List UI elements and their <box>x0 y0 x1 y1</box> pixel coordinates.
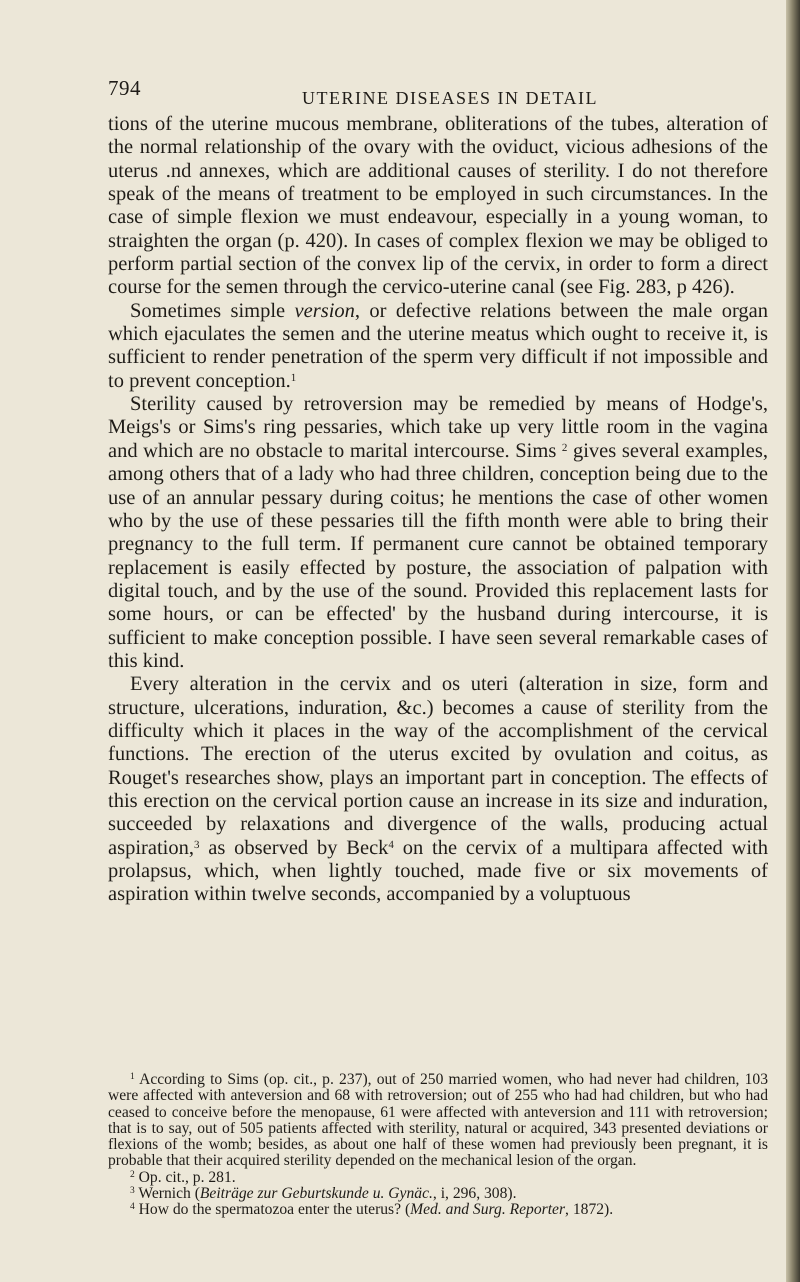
paragraph-2-text-a: Sometimes simple <box>130 299 295 322</box>
footnote-3 <box>108 1186 768 1202</box>
paragraph-2-italic-version: version <box>294 299 355 322</box>
paragraph-3-text-a: Sterility caused by retroversion may be remedied by means of Hodge's, Meigs's or Sims's ring pessaries, which take up very little room in the vagina and which are no obstacle to marital intercourse. Sims <box>108 393 768 462</box>
paragraph-3-text-b: gives several examples, among others that of a lady who had three children, conception being due to the use of an annular pessary during coitus; he mentions the case of other women who by the use of these pessaries till the fifth month were able to bring their pregnancy to the full term. If permanent cure cannot be obtained temporary replacement is easily effected by posture, the association of palpation with digital touch, and by the use of the sound. Provided this replacement lasts for some hours, or can be effected' by the husband during intercourse, it is sufficient to make conception possible. I have seen several remarkable cases of this kind. <box>108 439 769 672</box>
footnotes <box>108 1072 768 1219</box>
paragraph-2-text-b: , or defective relations between the male organ which ejaculates the semen and the uterine meatus which ought to receive it, is sufficient to render penetration of the sperm very difficult if not impossible and to prevent conception. <box>108 299 768 392</box>
footnote-3-italic-title: Beiträge zur Geburtskunde u. Gynäc. <box>199 1185 433 1203</box>
footnote-1 <box>108 1072 768 1170</box>
paragraph-4-text-b: as observed by Beck <box>199 836 389 859</box>
footnote-1-mark: 1 <box>130 1072 135 1082</box>
footnote-ref-2: 2 <box>561 441 568 454</box>
body-text <box>108 113 768 907</box>
footnote-4-text-b: , 1872). <box>565 1201 614 1219</box>
footnote-4-text-a: How do the spermatozoa enter the uterus? ( <box>134 1201 411 1219</box>
footnote-ref-1: 1 <box>290 371 297 384</box>
footnote-ref-3: 3 <box>193 838 200 851</box>
footnote-3-text-b: , i, 296, 308). <box>432 1185 517 1203</box>
paragraph-3 <box>108 393 768 673</box>
footnote-3-mark: 3 <box>130 1186 135 1197</box>
paragraph-4-text-a: Every alteration in the cervix and os uteri (alteration in size, form and structure, ulcerations, induration, &c.) becomes a cause of sterility from the difficulty which it places in the way of the accomplishment of the cervical functions. The erection of the uterus excited by ovulation and coitus, as Rouget's researches show, plays an important part in conception. The effects of this erection on the cervical portion cause an increase in its size and induration, succeeded by relaxations and divergence of the walls, producing actual aspiration, <box>108 673 768 859</box>
paragraph-1 <box>108 113 768 300</box>
footnote-4-mark: 4 <box>130 1202 135 1213</box>
paragraph-2 <box>108 300 768 393</box>
page-header <box>108 76 768 106</box>
footnote-4 <box>108 1202 768 1218</box>
footnote-ref-4: 4 <box>388 838 394 851</box>
running-head: UTERINE DISEASES IN DETAIL <box>302 88 599 108</box>
paragraph-4-text-c: on the cervix of a multipara affected with prolapsus, which, when lightly touched, made five or six movements of aspiration within twelve seconds, accompanied by a voluptuous <box>108 836 768 906</box>
footnote-2 <box>108 1170 768 1186</box>
footnote-3-text-a: Wernich ( <box>134 1185 200 1203</box>
paragraph-4 <box>108 673 768 906</box>
page-number: 794 <box>108 76 141 100</box>
footnote-2-text: Op. cit., p. 281. <box>134 1168 236 1186</box>
footnote-2-mark: 2 <box>130 1169 135 1180</box>
footnote-4-italic-title: Med. and Surg. Reporter <box>410 1201 566 1219</box>
paragraph-1-text: tions of the uterine mucous membrane, obliterations of the tubes, alteration of the normal relationship of the ovary with the oviduct, vicious adhesions of the uterus .nd annexes, which are additional causes of sterility. I do not therefore speak of the means of treatment to be employed in such circumstances. In the case of simple flexion we must endeavour, especially in a young woman, to straighten the organ (p. 420). In cases of complex flexion we may be obliged to perform partial section of the convex lip of the cervix, in order to form a direct course for the semen through the cervico-uterine canal (see Fig. 283, p 426). <box>108 113 768 299</box>
footnote-1-text: According to Sims (op. cit., p. 237), out of 250 married women, who had never had children, 103 were affected with anteversion and 68 with retroversion; out of 255 who had had children, but who had ceased to conceive before the menopause, 61 were affected with anteversion and 111 with retroversion; that is to say, out of 505 patients affected with sterility, natural or acquired, 343 presented deviations or flexions of the womb; besides, as about one half of these women had previously been pregnant, it is probable that their acquired sterility depended on the mechanical lesion of the organ. <box>108 1071 768 1170</box>
page-edge-shadow <box>786 0 800 1282</box>
